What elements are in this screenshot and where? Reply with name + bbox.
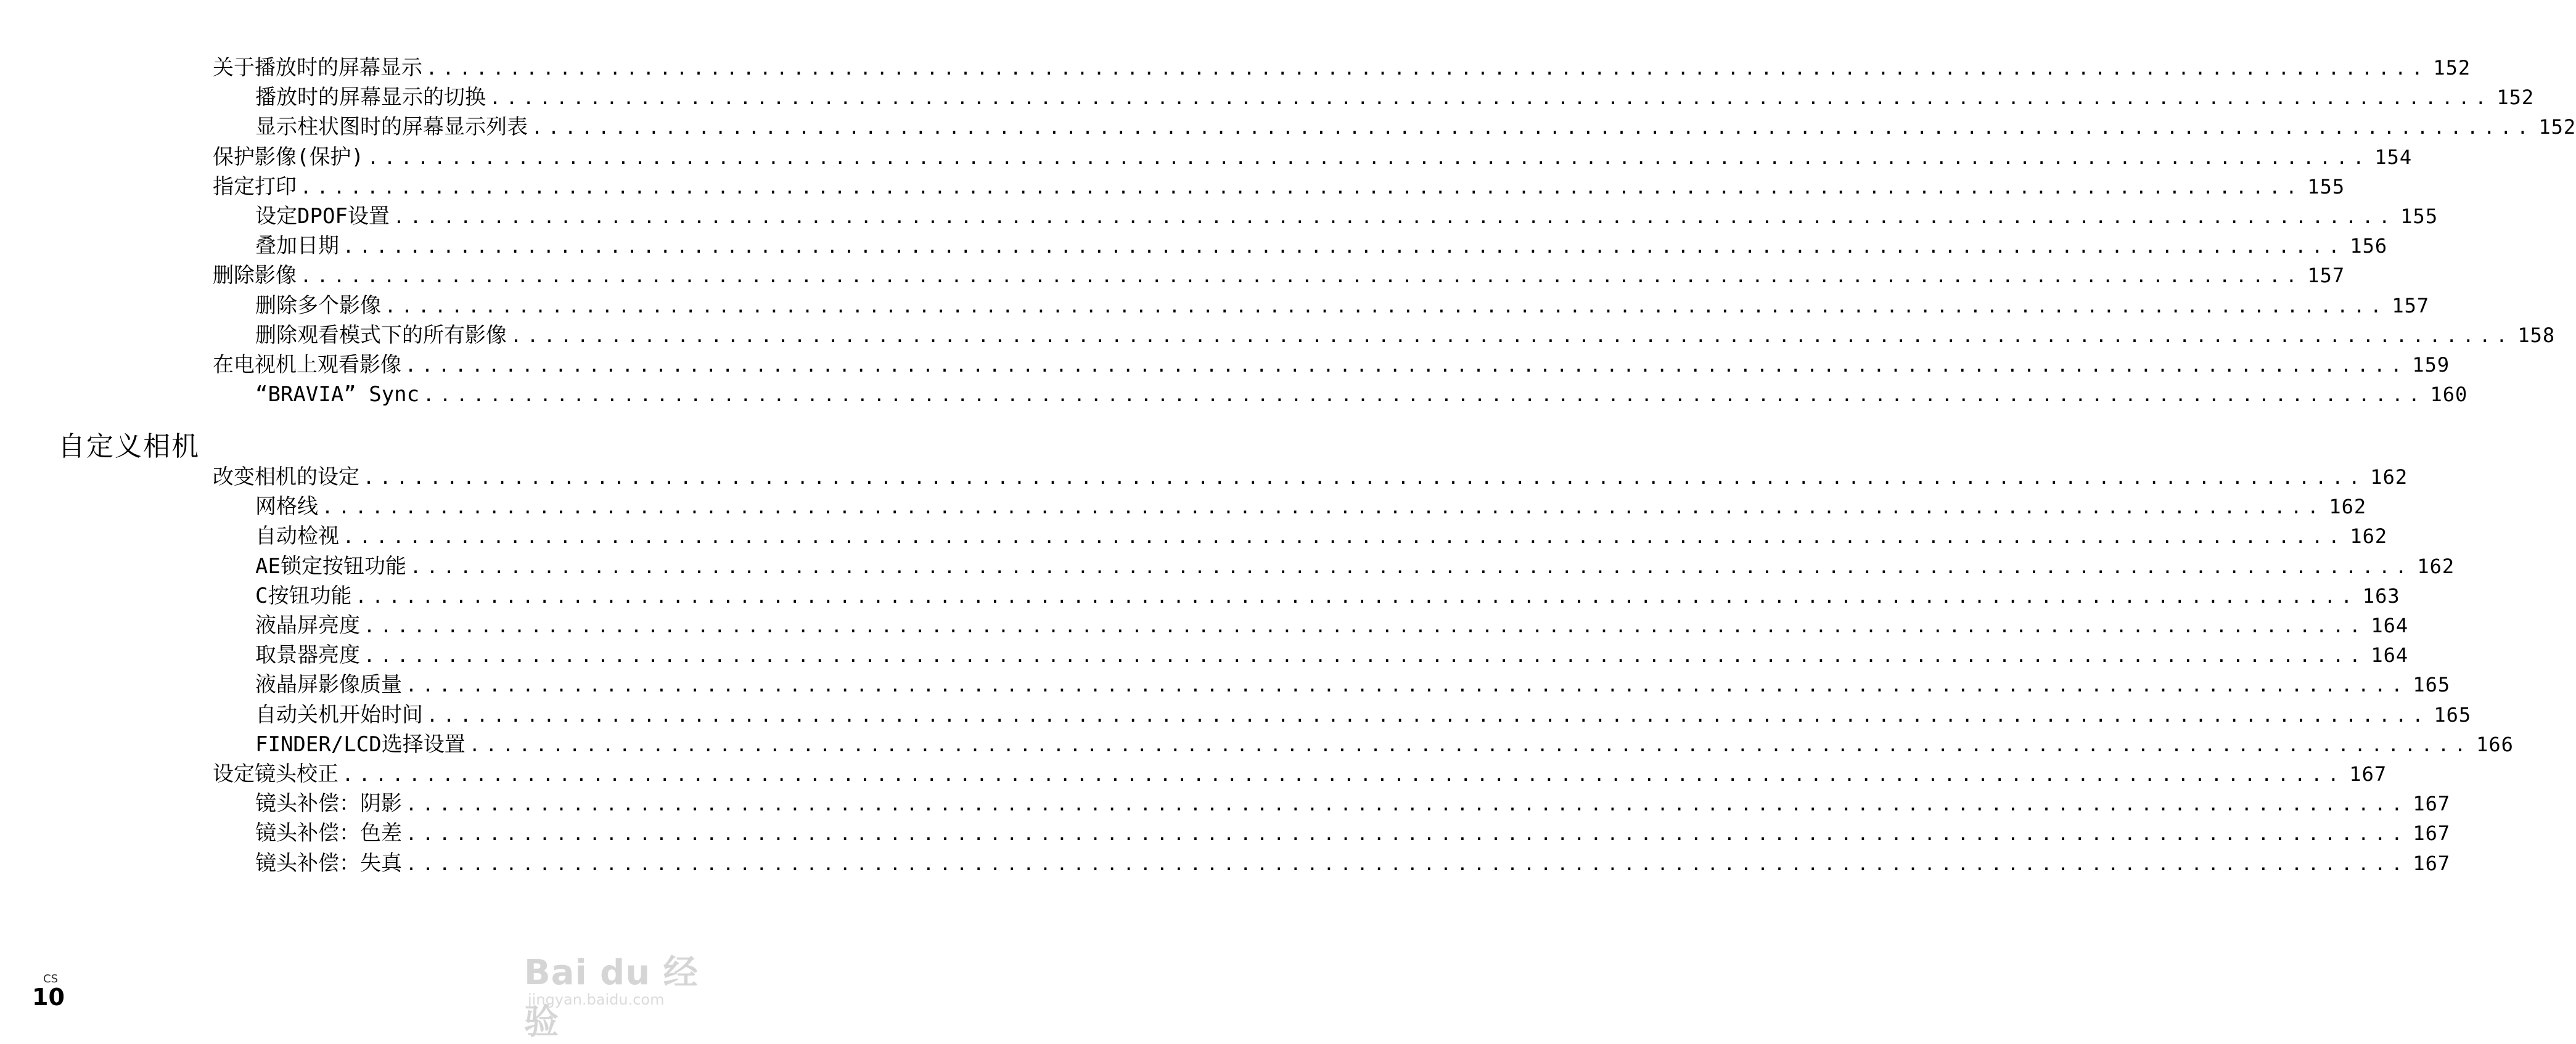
toc-entry-title: 自动关机开始时间 [255,702,423,727]
toc-entry-page: 155 [2307,174,2345,198]
dot-leader: ........................................................................................................................ [427,704,2429,727]
toc-entry-page: 160 [2430,383,2468,407]
toc-entry-title: 删除多个影像 [255,293,381,318]
toc-entry-page: 163 [2362,584,2400,608]
dot-leader: ........................................................................................................................ [469,734,2472,756]
toc-entry-title: FINDER/LCD选择设置 [255,732,466,757]
dot-leader: ........................................................................................................................ [511,325,2513,347]
toc-entry-page: 158 [2517,323,2556,347]
dot-leader: ........................................................................................................................ [367,147,2370,169]
toc-entry [0,84,2535,111]
toc-entry-title: 镜头补偿：色差 [255,821,402,846]
dot-leader: ........................................................................................................................ [406,675,2408,697]
toc-entry-title: 关于播放时的屏幕显示 [213,55,422,80]
toc-entry-page: 155 [2400,205,2439,228]
dot-leader: ........................................................................................................................ [405,355,2408,377]
toc-entry-page: 162 [2350,524,2388,549]
toc-entry-title: 叠加日期 [255,234,339,259]
toc-entry-title: 网格线 [255,494,318,520]
toc-entry-page: 167 [2413,822,2451,846]
toc-entry [0,523,2388,550]
toc-entry [0,790,2451,817]
language-code: CS [43,973,58,985]
toc-entry [0,582,2400,610]
toc-entry-title: 改变相机的设定 [213,465,359,489]
dot-leader: ........................................................................................................................ [393,206,2396,228]
toc-entry [0,463,2408,491]
dot-leader: ........................................................................................................................ [406,794,2408,816]
toc-entry-title: 设定DPOF设置 [255,204,390,229]
toc-entry-page: 157 [2307,264,2345,288]
toc-entry [0,701,2472,728]
dot-leader: ........................................................................................................................ [343,236,2345,258]
dot-leader: ........................................................................................................................ [385,295,2387,317]
watermark [524,931,703,1042]
toc-entry-title: 取景器亮度 [255,643,360,668]
toc-entry [0,820,2451,847]
toc-entry-page: 152 [2433,56,2471,80]
toc-entry-page: 152 [2496,86,2535,110]
toc-entry-title: 保护影像(保护) [213,144,364,169]
toc-entry [0,731,2514,758]
dot-leader: ........................................................................................................................ [363,467,2366,489]
toc-entry-page: 162 [2417,554,2455,578]
dot-leader: ........................................................................................................................ [364,616,2366,637]
toc-entry-page: 164 [2371,614,2409,637]
toc-entry-title: 播放时的屏幕显示的切换 [255,85,486,110]
toc-entry-title: 镜头补偿：失真 [255,850,402,876]
toc-entry [0,612,2409,639]
toc-entry-page: 156 [2350,234,2388,258]
toc-entry-page: 167 [2413,792,2451,816]
dot-leader: ........................................................................................................................ [364,645,2366,667]
toc-entry [0,322,2556,349]
toc-entry-page: 167 [2413,851,2451,875]
dot-leader: ........................................................................................................................ [342,764,2345,786]
toc-entry [0,351,2450,378]
toc-entry-title: 指定打印 [213,174,297,199]
toc-entry-title: C按钮功能 [255,583,352,608]
dot-leader: ........................................................................................................................ [300,266,2303,288]
watermark-url: jingyan.baidu.com [528,991,665,1008]
dot-leader: ........................................................................................................................ [406,823,2408,846]
toc-entry-title: 在电视机上观看影像 [213,353,401,377]
dot-leader: ........................................................................................................................ [531,117,2534,139]
page-number: 10 [32,984,65,1011]
toc-entry-title: 液晶屏影像质量 [255,672,402,698]
toc-entry-title: “BRAVIA” Sync [255,382,420,407]
toc-entry [0,381,2468,408]
toc-entry [0,203,2439,230]
toc-entry-page: 166 [2476,732,2514,756]
toc-entry-title: 设定镜头校正 [213,762,338,786]
dot-leader: ........................................................................................................................ [355,585,2358,608]
toc-entry-title: 删除影像 [213,263,297,288]
dot-leader: ........................................................................................................................ [300,176,2303,198]
toc-entry [0,144,2413,171]
toc-entry [0,493,2367,520]
toc-entry-title: 自动检视 [255,524,339,549]
toc-entry-title: 显示柱状图时的屏幕显示列表 [255,115,528,140]
dot-leader: ........................................................................................................................ [343,526,2345,549]
toc-entry-page: 165 [2413,673,2451,697]
toc-entry-title: 删除观看模式下的所有影像 [255,322,507,348]
toc-entry [0,262,2345,289]
dot-leader: ........................................................................................................................ [423,385,2426,407]
toc-entry [0,54,2471,81]
toc-entry-page: 162 [2329,495,2367,519]
toc-entry-page: 157 [2392,293,2430,317]
chapter-heading: 自定义相机 [58,431,200,462]
dot-leader: ........................................................................................................................ [322,497,2324,519]
dot-leader: ........................................................................................................................ [409,556,2413,578]
toc-entry [0,232,2388,259]
toc-entry [0,292,2430,319]
dot-leader: ........................................................................................................................ [426,58,2429,80]
dot-leader: ........................................................................................................................ [406,853,2408,875]
toc-entry-page: 154 [2374,145,2413,169]
dot-leader: ........................................................................................................................ [490,88,2492,110]
watermark-brand: Bai du 经验 [524,953,699,1042]
toc-entry [0,173,2345,200]
toc-entry [0,761,2387,788]
toc-entry-page: 152 [2538,115,2576,139]
toc-entry-page: 167 [2349,762,2387,786]
toc-entry [0,671,2451,698]
toc-entry [0,850,2451,877]
toc-entry-title: 液晶屏亮度 [255,613,360,638]
toc-entry-page: 159 [2412,353,2450,377]
toc-entry [0,642,2409,669]
toc-entry-page: 165 [2434,703,2472,727]
toc-entry [0,113,2576,141]
toc-entry-title: AE锁定按钮功能 [255,553,406,579]
toc-entry-title: 镜头补偿：阴影 [255,791,402,817]
toc-entry [0,553,2455,580]
toc-entry-page: 162 [2370,465,2408,489]
toc-entry-page: 164 [2371,643,2409,667]
